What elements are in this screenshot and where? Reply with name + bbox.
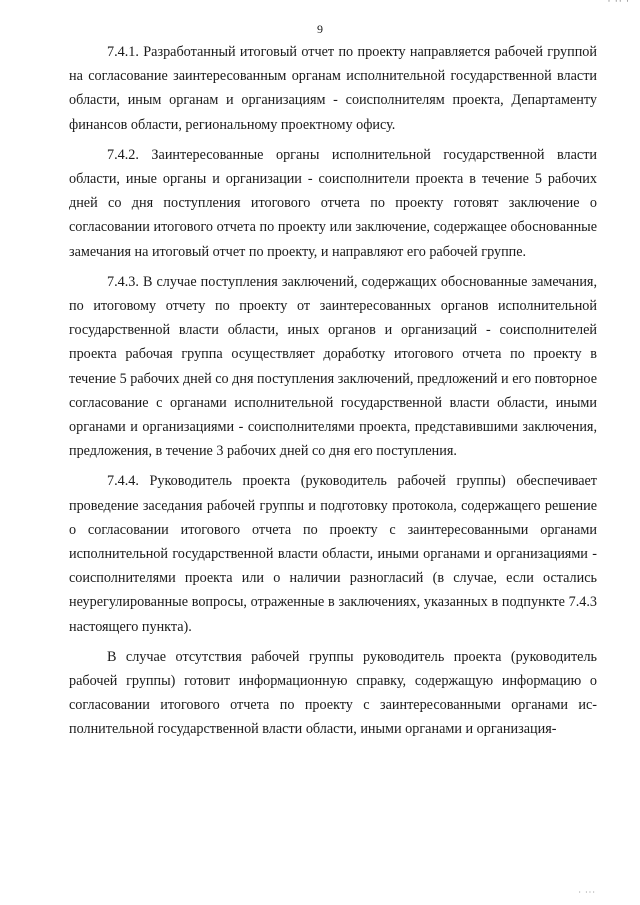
corner-mark-top: · ·· ·	[607, 0, 630, 6]
paragraph-7-4-3: 7.4.3. В случае поступления заключений, содержащих обоснованные замечания, по итоговому отчету по проекту от заинтересованных органов исполнительной государственной власти области, иных органов и организаций - соисполнителей проекта рабочая группа осуществляет доработку итогового отчета по проекту в течение 5 рабочих дней со дня поступления заключений, предложений и его повторное согласование с органами исполнительной государственной власти области, иными органами и организациями - соисполнителями проекта, представившими заключения, предложения, в течение 3 рабочих дней со дня его поступления.	[69, 273, 597, 460]
paragraph-7-4-4: 7.4.4. Руководитель проекта (руководитель рабочей группы) обеспечивает проведение заседания рабочей группы и подготовку протокола, содержащего решение о согласовании итогового отчета по проекту с заинтересованными органами исполнительной государственной власти области, иными органами и организациями - соисполнителями проекта или о наличии разногласий (в случае, если остались неурегулированные вопросы, отраженные в заключениях, указанных в подпункте 7.4.3 настоящего пункта).	[69, 473, 597, 635]
page-number: 9	[317, 22, 323, 36]
paragraph-no-working-group: В случае отсутствия рабочей группы руководитель проекта (руководитель рабочей группы) готовит информационную справку, содержащую информацию о согласовании итогового отчета по проекту с заинтересованными органами исполнительной государственной власти области, иными органами и организация-	[69, 648, 597, 738]
body-text	[69, 40, 597, 748]
paragraph-7-4-1: 7.4.1. Разработанный итоговый отчет по проекту направляется рабочей группой на согласование заинтересованным органам исполнительной государственной власти области, иным органам и организациям - соисполнителям проекта, Департаменту финансов области, региональному проектному офису.	[69, 44, 597, 133]
corner-mark-bottom: · ···	[578, 888, 596, 897]
paragraph-7-4-2: 7.4.2. Заинтересованные органы исполнительной государственной власти области, иные органы и организации - соисполнители проекта в течение 5 рабочих дней со дня поступления итогового отчета по проекту готовят заключение о согласовании итогового отчета по проекту или заключение, содержащее обоснованные замечания на итоговый отчет по проекту, и направляют его рабочей группе.	[69, 146, 597, 260]
